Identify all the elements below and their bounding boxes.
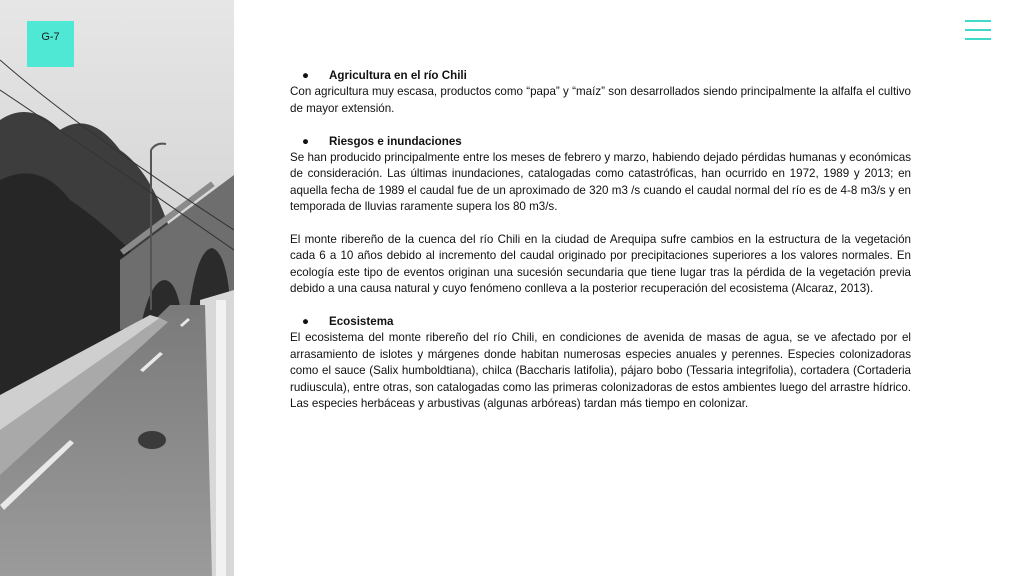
section-heading-agricultura <box>290 68 911 84</box>
section-heading-ecosistema <box>290 314 911 330</box>
road-bridge-illustration <box>0 0 234 576</box>
heading-text: Riesgos e inundaciones <box>329 134 462 148</box>
section-heading-riesgos <box>290 134 911 150</box>
page-badge <box>27 21 74 67</box>
paragraph-agricultura: Con agricultura muy escasa, productos como “papa” y “maíz” son desarrollados siendo principalmente la alfalfa el cultivo de mayor extensión. <box>290 85 911 115</box>
paragraph-ecosistema: El ecosistema del monte ribereño del río Chili, en condiciones de avenida de masas de agua, se ve afectado por el arrasamiento de islotes y márgenes donde habitan numerosas especies anuales y perennes. Especies colonizadoras como el sauce (Salix humboldtiana), chilca (Baccharis latifolia), pájaro bobo (Tessaria integrifolia), cortadera (Cortaderia rudiuscula), entre otras, son catalogadas como las primeras colonizadoras de estos ambientes luego del arrastre hídrico. Las especies herbáceas y arbustivas (algunas arbóreas) tardan más tiempo en colonizar. <box>290 331 911 411</box>
heading-text: Ecosistema <box>329 315 394 329</box>
bullet-icon: ● <box>302 69 310 82</box>
road-bridge-photo <box>0 0 234 576</box>
heading-text: Agricultura en el río Chili <box>329 69 467 82</box>
paragraph-riesgos-1: Se han producido principalmente entre los meses de febrero y marzo, habiendo dejado pérdidas humanas y económicas de consideración. Las últimas inundaciones, catalogadas como catastróficas, han ocurrido en 1972, 1989 y 2013; en aquella fecha de 1989 el caudal fue de un aproximado de 320 m3 /s cuando el caudal normal del río es de 4-8 m3/s y en temporada de lluvias raramente supera los 80 m3/s. <box>290 151 911 214</box>
menu-line-middle <box>965 29 991 31</box>
menu-line-bottom <box>965 38 991 40</box>
hamburger-menu-icon[interactable] <box>965 20 991 40</box>
document-body <box>290 68 911 412</box>
menu-line-top <box>965 20 991 22</box>
page-badge-label: G-7 <box>41 31 60 43</box>
bullet-icon: ● <box>302 134 310 148</box>
paragraph-riesgos-2: El monte ribereño de la cuenca del río Chili en la ciudad de Arequipa sufre cambios en la estructura de la vegetación cada 6 a 10 años debido al incremento del caudal originado por precipitaciones superiores a los valores normales. En ecología este tipo de eventos originan una sucesión secundaria que tiene lugar tras la pérdida de la vegetación previa debido a una causa natural y cuyo fenómeno conlleva a la posterior recuperación del ecosistema (Alcaraz, 2013). <box>290 233 911 296</box>
bullet-icon: ● <box>302 315 310 329</box>
